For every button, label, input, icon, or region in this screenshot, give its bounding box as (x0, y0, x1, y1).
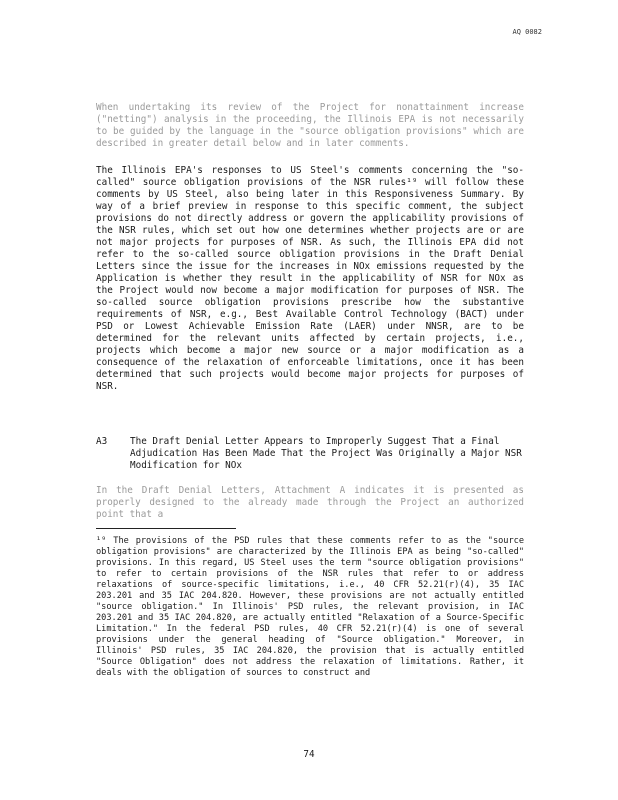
faded-paragraph-top: When undertaking its review of the Project for nonattainment increase ("netting") analysis in the proceeding, the Illinois EPA is not necessarily to be guided by the language in the "source obligation provisions" which are described in greater detail below and in later comments. (96, 102, 524, 149)
document-code: AQ 0082 (512, 28, 542, 36)
page-number: 74 (303, 749, 315, 760)
faded-paragraph-after-heading: In the Draft Denial Letters, Attachment A indicates it is presented as properly designed to the already made through the Project an authorized point that a (96, 485, 524, 520)
section-title: The Draft Denial Letter Appears to Improperly Suggest That a Final Adjudication Has Been Made That the Project Was Originally a Major NSR Modification for NOx (130, 436, 522, 471)
footnote: ¹⁹ The provisions of the PSD rules that these comments refer to as the "source obligation provisions" are characterized by the Illinois EPA as being "so-called" provisions. In this regard, US Steel uses the term "source obligation provisions" to refer to certain provisions of the NSR rules that refer to or address relaxations of source-specific limitations, i.e., 40 CFR 52.21(r)(4), 35 IAC 203.201 and 35 IAC 204.820. However, these provisions are not actually entitled "source obligation." In Illinois' PSD rules, the relevant provision, in IAC 203.201 and 35 IAC 204.820, are actually entitled "Relaxation of a Source-Specific Limitation." In the federal PSD rules, 40 CFR 52.21(r)(4) is one of several provisions under the general heading of "Source obligation." Moreover, in Illinois' PSD rules, 35 IAC 204.820, the provision that is actually entitled "Source Obligation" does not address the relaxation of limitations. Rather, it deals with the obligation of sources to construct and (96, 536, 524, 678)
footnote-separator (96, 528, 236, 529)
body-paragraph: The Illinois EPA's responses to US Steel's comments concerning the "so-called" source obligation provisions of the NSR rules¹⁹ will follow these comments by US Steel, also being later in this Responsiveness Summary. By way of a brief preview in response to this specific comment, the subject provisions do not directly address or govern the applicability provisions of the NSR rules, which set out how one determines whether projects are or are not major projects for purposes of NSR. As such, the Illinois EPA did not refer to the so-called source obligation provisions in the Draft Denial Letters since the issue for the increases in NOx emissions requested by the Application is whether they result in the applicability of NSR for NOx as the Project would now become a major modification for purposes of NSR. The so-called source obligation provisions prescribe how the substantive requirements of NSR, e.g., Best Available Control Technology (BACT) under PSD or Lowest Achievable Emission Rate (LAER) under NNSR, are to be determined for the relevant units affected by certain projects, i.e., projects which become a major new source or a major modification as a consequence of the relaxation of enforceable limitations, once it has been determined that such projects would become major projects for purposes of NSR. (96, 165, 524, 392)
section-number: A3 (96, 436, 108, 447)
